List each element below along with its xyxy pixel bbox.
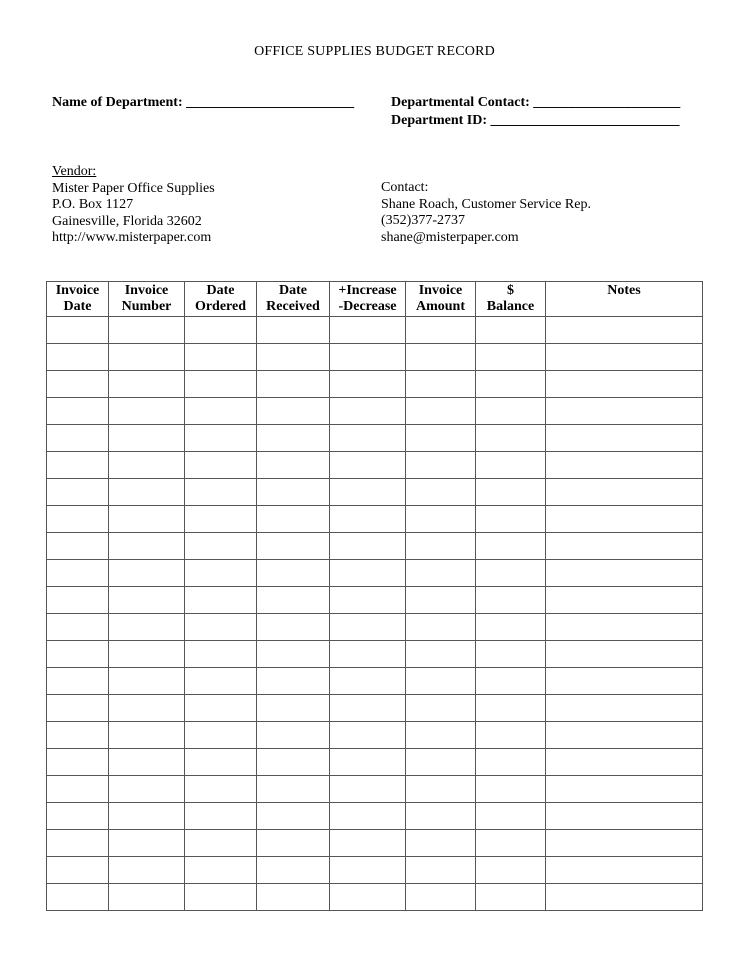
table-cell[interactable] <box>330 317 406 344</box>
table-row <box>47 884 703 911</box>
table-cell[interactable] <box>546 398 703 425</box>
table-row <box>47 587 703 614</box>
column-header-date-ordered: Date Ordered <box>185 282 257 317</box>
table-cell[interactable] <box>47 722 109 749</box>
table-cell[interactable] <box>109 344 185 371</box>
table-cell[interactable] <box>257 398 330 425</box>
table-cell[interactable] <box>406 452 476 479</box>
table-cell[interactable] <box>47 749 109 776</box>
table-cell[interactable] <box>546 776 703 803</box>
table-cell[interactable] <box>47 560 109 587</box>
table-cell[interactable] <box>109 695 185 722</box>
table-cell[interactable] <box>109 803 185 830</box>
table-cell[interactable] <box>257 344 330 371</box>
table-cell[interactable] <box>330 398 406 425</box>
table-cell[interactable] <box>406 803 476 830</box>
table-cell[interactable] <box>406 749 476 776</box>
table-row <box>47 317 703 344</box>
contact-block <box>381 180 591 246</box>
table-row <box>47 776 703 803</box>
table-cell[interactable] <box>546 560 703 587</box>
table-cell[interactable] <box>185 479 257 506</box>
table-cell[interactable] <box>330 641 406 668</box>
table-cell[interactable] <box>546 506 703 533</box>
table-cell[interactable] <box>476 506 546 533</box>
department-name-field[interactable]: Name of Department: ________________________ <box>52 95 355 110</box>
table-cell[interactable] <box>330 857 406 884</box>
contact-phone: (352)377-2737 <box>381 213 465 228</box>
table-cell[interactable] <box>330 587 406 614</box>
table-cell[interactable] <box>476 695 546 722</box>
table-row <box>47 722 703 749</box>
table-cell[interactable] <box>109 614 185 641</box>
table-cell[interactable] <box>109 398 185 425</box>
table-cell[interactable] <box>257 857 330 884</box>
table-row <box>47 533 703 560</box>
table-cell[interactable] <box>257 830 330 857</box>
column-header-invoice-number: Invoice Number <box>109 282 185 317</box>
column-header-date-received: Date Received <box>257 282 330 317</box>
table-cell[interactable] <box>109 668 185 695</box>
table-cell[interactable] <box>47 884 109 911</box>
table-row <box>47 803 703 830</box>
table-cell[interactable] <box>257 884 330 911</box>
table-cell[interactable] <box>406 641 476 668</box>
table-cell[interactable] <box>330 668 406 695</box>
table-cell[interactable] <box>257 803 330 830</box>
budget-ledger-table <box>46 281 703 911</box>
table-cell[interactable] <box>330 506 406 533</box>
table-cell[interactable] <box>47 776 109 803</box>
vendor-block <box>52 164 215 247</box>
vendor-label: Vendor: <box>52 164 97 179</box>
table-cell[interactable] <box>330 749 406 776</box>
table-cell[interactable] <box>185 830 257 857</box>
table-cell[interactable] <box>330 614 406 641</box>
table-cell[interactable] <box>476 776 546 803</box>
table-cell[interactable] <box>47 533 109 560</box>
table-row <box>47 506 703 533</box>
table-row <box>47 695 703 722</box>
table-cell[interactable] <box>546 803 703 830</box>
table-cell[interactable] <box>330 452 406 479</box>
contact-label: Contact: <box>381 180 429 195</box>
table-cell[interactable] <box>257 668 330 695</box>
table-row <box>47 425 703 452</box>
vendor-website: http://www.misterpaper.com <box>52 230 212 245</box>
table-cell[interactable] <box>257 479 330 506</box>
table-cell[interactable] <box>406 884 476 911</box>
table-cell[interactable] <box>330 776 406 803</box>
table-cell[interactable] <box>185 776 257 803</box>
table-cell[interactable] <box>47 371 109 398</box>
table-row <box>47 560 703 587</box>
table-cell[interactable] <box>185 533 257 560</box>
table-cell[interactable] <box>257 695 330 722</box>
table-cell[interactable] <box>546 425 703 452</box>
contact-email: shane@misterpaper.com <box>381 229 519 245</box>
table-cell[interactable] <box>257 506 330 533</box>
table-cell[interactable] <box>546 479 703 506</box>
table-cell[interactable] <box>47 803 109 830</box>
table-cell[interactable] <box>185 857 257 884</box>
table-cell[interactable] <box>406 857 476 884</box>
table-cell[interactable] <box>257 749 330 776</box>
table-cell[interactable] <box>406 398 476 425</box>
table-cell[interactable] <box>406 479 476 506</box>
table-cell[interactable] <box>406 722 476 749</box>
table-cell[interactable] <box>185 398 257 425</box>
table-cell[interactable] <box>546 317 703 344</box>
table-cell[interactable] <box>330 560 406 587</box>
table-cell[interactable] <box>476 614 546 641</box>
document-title: OFFICE SUPPLIES BUDGET RECORD <box>254 44 495 59</box>
table-cell[interactable] <box>257 722 330 749</box>
table-cell[interactable] <box>47 668 109 695</box>
table-cell[interactable] <box>546 371 703 398</box>
table-cell[interactable] <box>47 587 109 614</box>
table-cell[interactable] <box>185 803 257 830</box>
table-cell[interactable] <box>330 425 406 452</box>
table-cell[interactable] <box>546 614 703 641</box>
table-cell[interactable] <box>109 533 185 560</box>
column-header-balance: $ Balance <box>476 282 546 317</box>
table-cell[interactable] <box>47 506 109 533</box>
table-cell[interactable] <box>185 749 257 776</box>
table-cell[interactable] <box>330 884 406 911</box>
table-cell[interactable] <box>109 317 185 344</box>
table-cell[interactable] <box>330 479 406 506</box>
table-cell[interactable] <box>330 695 406 722</box>
table-cell[interactable] <box>185 587 257 614</box>
table-cell[interactable] <box>330 344 406 371</box>
table-cell[interactable] <box>185 641 257 668</box>
table-cell[interactable] <box>185 371 257 398</box>
table-cell[interactable] <box>476 884 546 911</box>
table-cell[interactable] <box>109 884 185 911</box>
table-cell[interactable] <box>257 614 330 641</box>
table-cell[interactable] <box>109 479 185 506</box>
table-cell[interactable] <box>546 857 703 884</box>
table-cell[interactable] <box>47 641 109 668</box>
column-header-invoice-amount: Invoice Amount <box>406 282 476 317</box>
table-cell[interactable] <box>406 533 476 560</box>
table-cell[interactable] <box>47 857 109 884</box>
table-cell[interactable] <box>406 830 476 857</box>
departmental-contact-field[interactable]: Departmental Contact: _____________________ <box>391 95 681 110</box>
table-cell[interactable] <box>476 533 546 560</box>
table-cell[interactable] <box>330 371 406 398</box>
vendor-address-line2: Gainesville, Florida 32602 <box>52 213 202 229</box>
table-cell[interactable] <box>185 452 257 479</box>
table-cell[interactable] <box>476 452 546 479</box>
table-cell[interactable] <box>546 884 703 911</box>
table-cell[interactable] <box>476 398 546 425</box>
table-cell[interactable] <box>330 830 406 857</box>
table-cell[interactable] <box>406 587 476 614</box>
table-cell[interactable] <box>406 776 476 803</box>
table-cell[interactable] <box>476 830 546 857</box>
table-cell[interactable] <box>47 614 109 641</box>
table-cell[interactable] <box>546 695 703 722</box>
table-cell[interactable] <box>546 344 703 371</box>
table-row <box>47 479 703 506</box>
table-cell[interactable] <box>109 425 185 452</box>
table-cell[interactable] <box>476 425 546 452</box>
table-cell[interactable] <box>185 884 257 911</box>
table-cell[interactable] <box>47 452 109 479</box>
table-cell[interactable] <box>109 641 185 668</box>
table-cell[interactable] <box>257 560 330 587</box>
column-header-increase-decrease: +Increase -Decrease <box>330 282 406 317</box>
table-cell[interactable] <box>406 668 476 695</box>
table-cell[interactable] <box>185 344 257 371</box>
table-cell[interactable] <box>406 506 476 533</box>
contact-name: Shane Roach, Customer Service Rep. <box>381 196 591 212</box>
table-cell[interactable] <box>546 722 703 749</box>
table-cell[interactable] <box>546 749 703 776</box>
table-cell[interactable] <box>476 344 546 371</box>
table-cell[interactable] <box>476 587 546 614</box>
table-cell[interactable] <box>546 587 703 614</box>
table-cell[interactable] <box>109 776 185 803</box>
table-cell[interactable] <box>185 425 257 452</box>
table-cell[interactable] <box>257 425 330 452</box>
table-cell[interactable] <box>546 533 703 560</box>
table-cell[interactable] <box>109 587 185 614</box>
table-cell[interactable] <box>185 506 257 533</box>
table-cell[interactable] <box>257 317 330 344</box>
table-cell[interactable] <box>109 560 185 587</box>
table-cell[interactable] <box>257 641 330 668</box>
table-cell[interactable] <box>476 317 546 344</box>
table-cell[interactable] <box>185 317 257 344</box>
table-cell[interactable] <box>546 830 703 857</box>
table-cell[interactable] <box>47 830 109 857</box>
vendor-name: Mister Paper Office Supplies <box>52 180 215 196</box>
table-cell[interactable] <box>257 587 330 614</box>
table-row <box>47 614 703 641</box>
table-cell[interactable] <box>47 479 109 506</box>
table-cell[interactable] <box>257 371 330 398</box>
table-cell[interactable] <box>257 776 330 803</box>
table-cell[interactable] <box>406 425 476 452</box>
table-header-row <box>47 282 703 317</box>
table-cell[interactable] <box>476 641 546 668</box>
table-row <box>47 668 703 695</box>
table-cell[interactable] <box>330 722 406 749</box>
table-cell[interactable] <box>47 695 109 722</box>
table-cell[interactable] <box>406 344 476 371</box>
table-cell[interactable] <box>185 668 257 695</box>
table-cell[interactable] <box>109 857 185 884</box>
table-cell[interactable] <box>476 560 546 587</box>
table-cell[interactable] <box>185 560 257 587</box>
column-header-notes: Notes <box>546 282 703 317</box>
table-cell[interactable] <box>109 452 185 479</box>
table-cell[interactable] <box>406 695 476 722</box>
table-cell[interactable] <box>546 641 703 668</box>
table-cell[interactable] <box>546 668 703 695</box>
table-cell[interactable] <box>185 695 257 722</box>
table-cell[interactable] <box>109 506 185 533</box>
table-cell[interactable] <box>406 371 476 398</box>
table-cell[interactable] <box>546 452 703 479</box>
column-header-invoice-date: Invoice Date <box>47 282 109 317</box>
table-cell[interactable] <box>476 749 546 776</box>
table-cell[interactable] <box>406 560 476 587</box>
table-cell[interactable] <box>406 614 476 641</box>
table-row <box>47 344 703 371</box>
table-cell[interactable] <box>109 749 185 776</box>
table-cell[interactable] <box>185 614 257 641</box>
table-cell[interactable] <box>476 479 546 506</box>
vendor-address-line1: P.O. Box 1127 <box>52 197 134 212</box>
table-cell[interactable] <box>330 533 406 560</box>
table-cell[interactable] <box>47 344 109 371</box>
table-cell[interactable] <box>109 830 185 857</box>
table-cell[interactable] <box>109 722 185 749</box>
table-cell[interactable] <box>476 722 546 749</box>
table-cell[interactable] <box>476 857 546 884</box>
table-cell[interactable] <box>406 317 476 344</box>
table-row <box>47 371 703 398</box>
table-cell[interactable] <box>109 371 185 398</box>
table-cell[interactable] <box>47 398 109 425</box>
table-cell[interactable] <box>47 425 109 452</box>
table-row <box>47 830 703 857</box>
table-row <box>47 398 703 425</box>
department-id-field[interactable]: Department ID: ___________________________ <box>391 113 680 128</box>
table-cell[interactable] <box>47 317 109 344</box>
table-cell[interactable] <box>476 371 546 398</box>
table-cell[interactable] <box>257 452 330 479</box>
table-cell[interactable] <box>257 533 330 560</box>
table-row <box>47 452 703 479</box>
table-cell[interactable] <box>476 668 546 695</box>
table-row <box>47 857 703 884</box>
table-cell[interactable] <box>330 803 406 830</box>
table-row <box>47 641 703 668</box>
table-cell[interactable] <box>185 722 257 749</box>
table-cell[interactable] <box>476 803 546 830</box>
table-row <box>47 749 703 776</box>
